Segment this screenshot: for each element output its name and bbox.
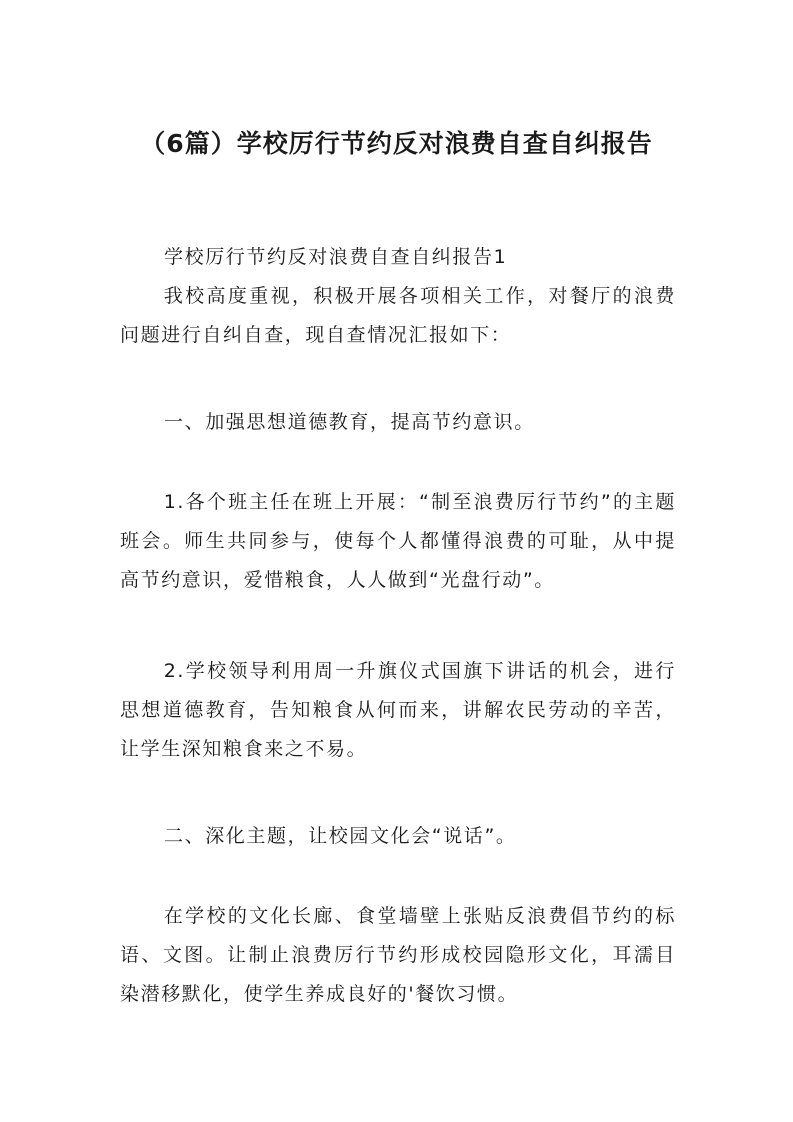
section-2-heading: 二、深化主题，让校园文化会“说话”。 — [164, 825, 517, 847]
report-heading: 学校厉行节约反对浪费自查自纠报告1 — [164, 246, 508, 268]
document-title: （6篇）学校厉行节约反对浪费自查自纠报告 — [140, 129, 653, 158]
section-1-item-2: 2.学校领导利用周一升旗仪式国旗下讲话的机会，进行思想道德教育，告知粮食从何而来，讲解农民劳动的辛苦，让学生深知粮食来之不易。 — [120, 660, 676, 760]
section-1-item-1: 1.各个班主任在班上开展：“制至浪费厉行节约”的主题班会。师生共同参与，使每个人都懂得浪费的可耻，从中提高节约意识，爱惜粮食，人人做到“光盘行动”。 — [120, 491, 676, 591]
intro-paragraph: 我校高度重视，积极开展各项相关工作，对餐厅的浪费问题进行自纠自查，现自查情况汇报如下： — [120, 285, 676, 346]
section-2-body: 在学校的文化长廊、食堂墙壁上张贴反浪费倡节约的标语、文图。让制止浪费厉行节约形成校园隐形文化，耳濡目染潜移默化，使学生养成良好的'餐饮习惯。 — [120, 905, 676, 1005]
section-1-heading: 一、加强思想道德教育，提高节约意识。 — [164, 411, 535, 433]
